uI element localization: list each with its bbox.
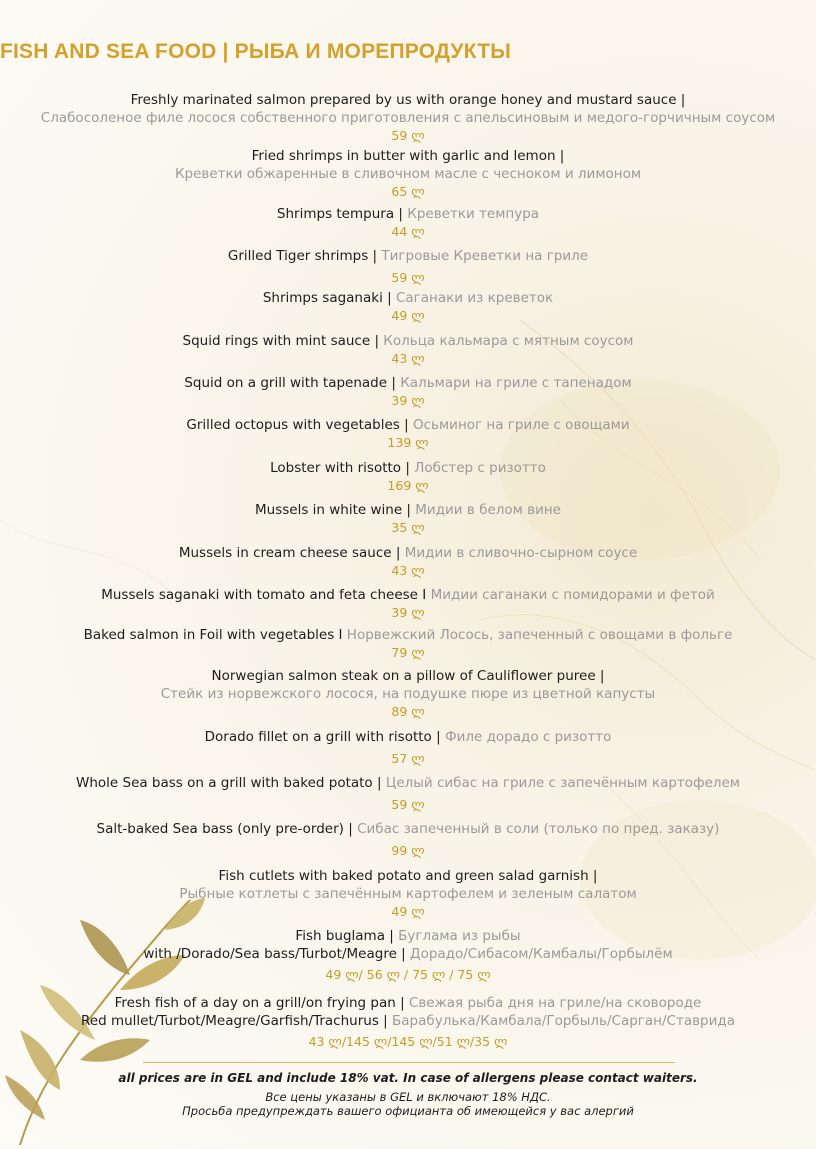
menu-item — [0, 867, 816, 921]
item-name-ru: Саганаки из креветок — [395, 290, 554, 306]
item-name-ru: Лобстер с ризотто — [414, 460, 546, 476]
item-price: 59 ლ — [391, 270, 425, 285]
item-options-en: with /Dorado/Sea bass/Turbot/Meagre | — [143, 946, 406, 962]
menu-item — [0, 247, 816, 287]
item-name-en: Mussels saganaki with tomato and feta cheese I — [101, 587, 427, 603]
item-name-en: Grilled Tiger shrimps | — [227, 248, 378, 264]
item-price: 57 ლ — [391, 751, 425, 766]
footer-note-en: all prices are in GEL and include 18% vat. In case of allergens please contact waiters. — [118, 1071, 698, 1085]
item-name-ru: Креветки обжаренные в сливочном масле с чесноком и лимоном — [174, 166, 642, 182]
menu-item — [0, 289, 816, 325]
item-name-en: Squid on a grill with tapenade | — [184, 375, 396, 391]
item-name-en: Fried shrimps in butter with garlic and lemon | — [251, 148, 565, 164]
item-price: 49 ლ/ 56 ლ / 75 ლ / 75 ლ — [325, 967, 491, 982]
item-options-en: Red mullet/Turbot/Meagre/Garfish/Trachurus | — [81, 1013, 388, 1029]
item-price: 43 ლ/145 ლ/145 ლ/51 ლ/35 ლ — [308, 1034, 508, 1049]
item-price: 99 ლ — [391, 843, 425, 858]
menu-item — [0, 927, 816, 984]
item-name-ru: Мидии в сливочно-сырном соусе — [404, 545, 638, 561]
item-price: 44 ლ — [391, 224, 425, 239]
item-name-ru: Осьминог на гриле с овощами — [412, 417, 630, 433]
menu-item — [0, 459, 816, 495]
item-name-en: Whole Sea bass on a grill with baked potato | — [75, 775, 382, 791]
item-name-ru: Филе дорадо с ризотто — [444, 729, 612, 745]
item-name-en: Fish buglama | — [295, 928, 394, 944]
item-name-ru: Целый сибас на гриле с запечённым картофелем — [385, 775, 740, 791]
divider — [143, 1062, 675, 1063]
item-price: 35 ლ — [391, 520, 425, 535]
menu-item — [0, 994, 816, 1051]
item-price: 169 ლ — [387, 478, 429, 493]
item-price: 59 ლ — [391, 797, 425, 812]
item-price: 139 ლ — [387, 435, 429, 450]
menu-item — [0, 147, 816, 201]
item-name-ru: Слабосоленое филе лосося собственного приготовления с апельсиновым и медого-горчичным соусом — [40, 110, 776, 126]
item-name-en: Shrimps saganaki | — [262, 290, 392, 306]
item-name-en: Lobster with risotto | — [270, 460, 410, 476]
menu-item — [0, 667, 816, 721]
page-title: FISH AND SEA FOOD | РЫБА И МОРЕПРОДУКТЫ — [0, 40, 511, 63]
item-name-en: Fish cutlets with baked potato and green salad garnish | — [218, 868, 598, 884]
item-name-en: Shrimps tempura | — [276, 206, 403, 222]
item-name-ru: Мидии саганаки с помидорами и фетой — [430, 587, 715, 603]
menu-item — [0, 205, 816, 241]
footer-note-ru-1: Все цены указаны в GEL и включают 18% НДС. — [265, 1090, 551, 1104]
item-name-en: Mussels in cream cheese sauce | — [178, 545, 401, 561]
item-name-en: Squid rings with mint sauce | — [182, 333, 379, 349]
menu-item — [0, 774, 816, 814]
item-name-en: Baked salmon in Foil with vegetables I — [83, 627, 343, 643]
menu-item — [0, 416, 816, 452]
item-options-ru: Дорадо/Сибасом/Камбалы/Горбылём — [410, 946, 673, 962]
menu-item — [0, 332, 816, 368]
item-options-ru: Барабулька/Камбала/Горбыль/Сарган/Ставрида — [392, 1013, 735, 1029]
item-price: 49 ლ — [391, 904, 425, 919]
menu-item — [0, 544, 816, 580]
item-price: 39 ლ — [391, 605, 425, 620]
item-price: 49 ლ — [391, 308, 425, 323]
item-name-en: Grilled octopus with vegetables | — [186, 417, 409, 433]
item-price: 79 ლ — [391, 645, 425, 660]
item-name-ru: Норвежский Лосось, запеченный с овощами в фольге — [346, 627, 733, 643]
item-name-ru: Рыбные котлеты с запечённым картофелем и зеленым салатом — [179, 886, 637, 902]
item-name-ru: Креветки темпура — [407, 206, 540, 222]
item-name-en: Freshly marinated salmon prepared by us with orange honey and mustard sauce | — [130, 92, 686, 108]
item-name-ru: Тигровые Креветки на гриле — [381, 248, 589, 264]
item-name-en: Fresh fish of a day on a grill/on frying pan | — [114, 995, 405, 1011]
item-name-ru: Свежая рыба дня на гриле/на сковороде — [408, 995, 702, 1011]
menu-item — [0, 626, 816, 662]
item-name-ru: Кольца кальмара с мятным соусом — [383, 333, 634, 349]
item-price: 59 ლ — [391, 128, 425, 143]
menu-item — [0, 91, 816, 145]
item-name-en: Dorado fillet on a grill with risotto | — [204, 729, 441, 745]
item-name-ru: Кальмари на гриле с тапенадом — [400, 375, 632, 391]
item-price: 89 ლ — [391, 704, 425, 719]
menu-item — [0, 820, 816, 860]
item-name-ru: Сибас запеченный в соли (только по пред. заказу) — [357, 821, 720, 837]
item-name-en: Norwegian salmon steak on a pillow of Cauliflower puree | — [211, 668, 605, 684]
item-price: 65 ლ — [391, 184, 425, 199]
item-name-en: Salt-baked Sea bass (only pre-order) | — [96, 821, 353, 837]
menu-item — [0, 728, 816, 768]
item-price: 43 ლ — [391, 563, 425, 578]
footer-note-ru-2: Просьба предупреждать вашего официанта об имеющейся у вас алергий — [182, 1104, 634, 1118]
item-name-ru: Буглама из рыбы — [398, 928, 521, 944]
item-name-ru: Мидии в белом вине — [415, 502, 561, 518]
menu-item — [0, 374, 816, 410]
menu-item — [0, 501, 816, 537]
menu-item — [0, 586, 816, 622]
item-price: 39 ლ — [391, 393, 425, 408]
item-name-en: Mussels in white wine | — [255, 502, 411, 518]
item-name-ru: Стейк из норвежского лосося, на подушке пюре из цветной капусты — [160, 686, 656, 702]
item-price: 43 ლ — [391, 351, 425, 366]
